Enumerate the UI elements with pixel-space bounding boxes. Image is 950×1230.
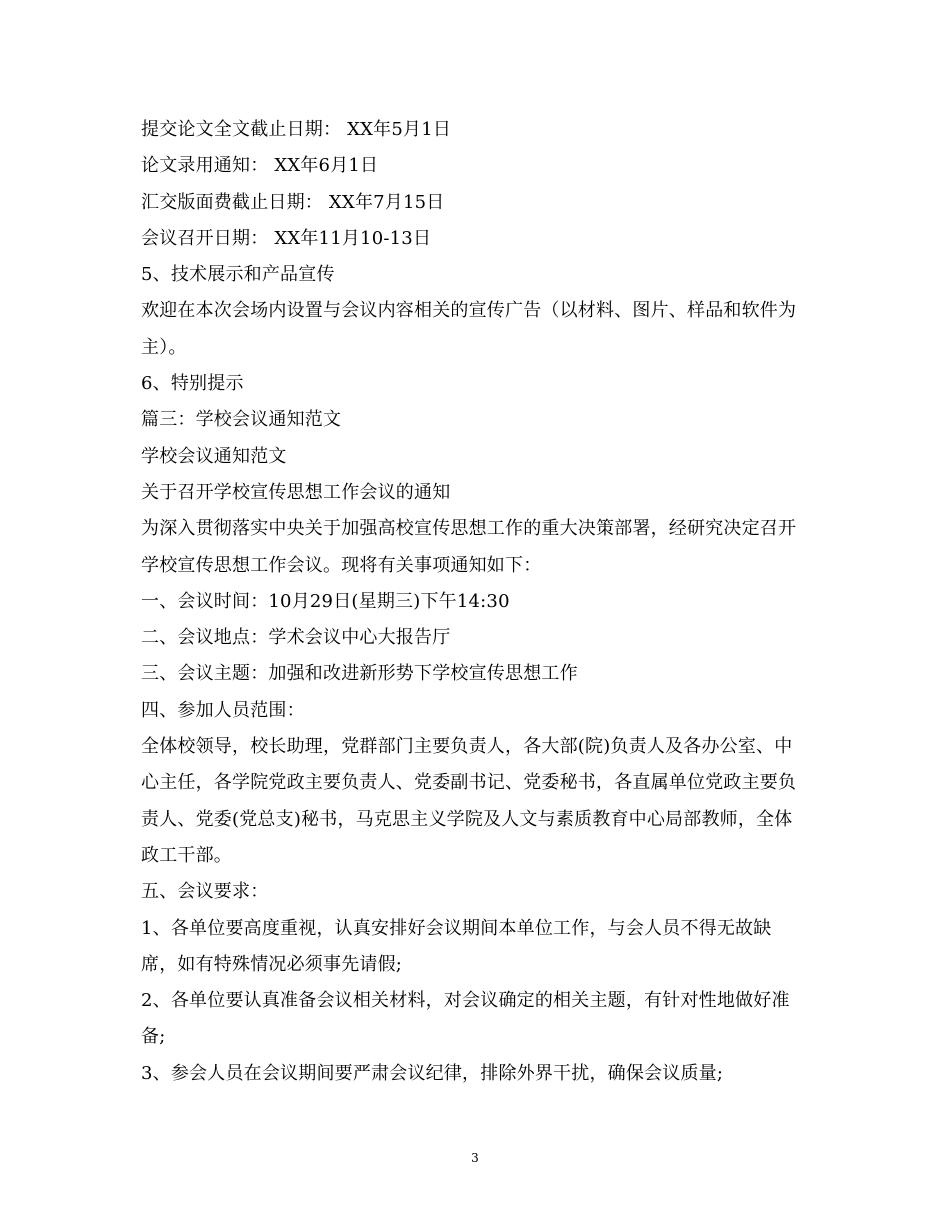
document-body bbox=[141, 112, 821, 1092]
notice-title: 关于召开学校宣传思想工作会议的通知 bbox=[141, 481, 451, 503]
document-title: 学校会议通知范文 bbox=[141, 445, 287, 467]
text-line: 会议召开日期： XX年11月10-13日 bbox=[141, 227, 432, 249]
text-line: 为深入贯彻落实中央关于加强高校宣传思想工作的重大决策部署，经研究决定召开 bbox=[141, 518, 797, 540]
meeting-time: 一、会议时间：10月29日(星期三)下午14:30 bbox=[141, 590, 510, 612]
text-line: 全体校领导，校长助理，党群部门主要负责人，各大部(院)负责人及各办公室、中 bbox=[141, 736, 793, 758]
page-number: 3 bbox=[471, 1151, 479, 1165]
text-line: 欢迎在本次会场内设置与会议内容相关的宣传广告（以材料、图片、样品和软件为 bbox=[141, 300, 797, 322]
text-line: 论文录用通知： XX年6月1日 bbox=[141, 155, 379, 177]
meeting-theme: 三、会议主题：加强和改进新形势下学校宣传思想工作 bbox=[141, 663, 578, 685]
text-line: 提交论文全文截止日期： XX年5月1日 bbox=[141, 119, 452, 140]
meeting-location: 二、会议地点：学术会议中心大报告厅 bbox=[141, 627, 451, 649]
text-line: 责人、党委(党总支)秘书，马克思主义学院及人文与素质教育中心局部教师，全体 bbox=[141, 808, 793, 830]
text-line: 心主任，各学院党政主要负责人、党委副书记、党委秘书，各直属单位党政主要负 bbox=[141, 772, 797, 794]
text-line: 汇交版面费截止日期： XX年7月15日 bbox=[141, 191, 445, 213]
text-line: 学校宣传思想工作会议。现将有关事项通知如下： bbox=[141, 554, 542, 576]
text-line: 席，如有特殊情况必须事先请假; bbox=[141, 953, 403, 975]
section-heading: 五、会议要求： bbox=[141, 881, 269, 903]
requirement-item: 2、各单位要认真准备会议相关材料，对会议确定的相关主题，有针对性地做好准 bbox=[141, 990, 790, 1012]
requirement-item: 1、各单位要高度重视，认真安排好会议期间本单位工作，与会人员不得无故缺 bbox=[141, 917, 772, 939]
text-line: 政工干部。 bbox=[141, 844, 232, 866]
chapter-heading: 篇三：学校会议通知范文 bbox=[141, 409, 342, 431]
section-heading: 四、参加人员范围： bbox=[141, 699, 305, 721]
text-line: 主）。 bbox=[141, 336, 187, 358]
requirement-item: 3、参会人员在会议期间要严肃会议纪律，排除外界干扰，确保会议质量; bbox=[141, 1062, 724, 1084]
section-heading: 6、特别提示 bbox=[141, 373, 244, 395]
section-heading: 5、技术展示和产品宣传 bbox=[141, 264, 335, 286]
text-line: 备; bbox=[141, 1026, 166, 1048]
